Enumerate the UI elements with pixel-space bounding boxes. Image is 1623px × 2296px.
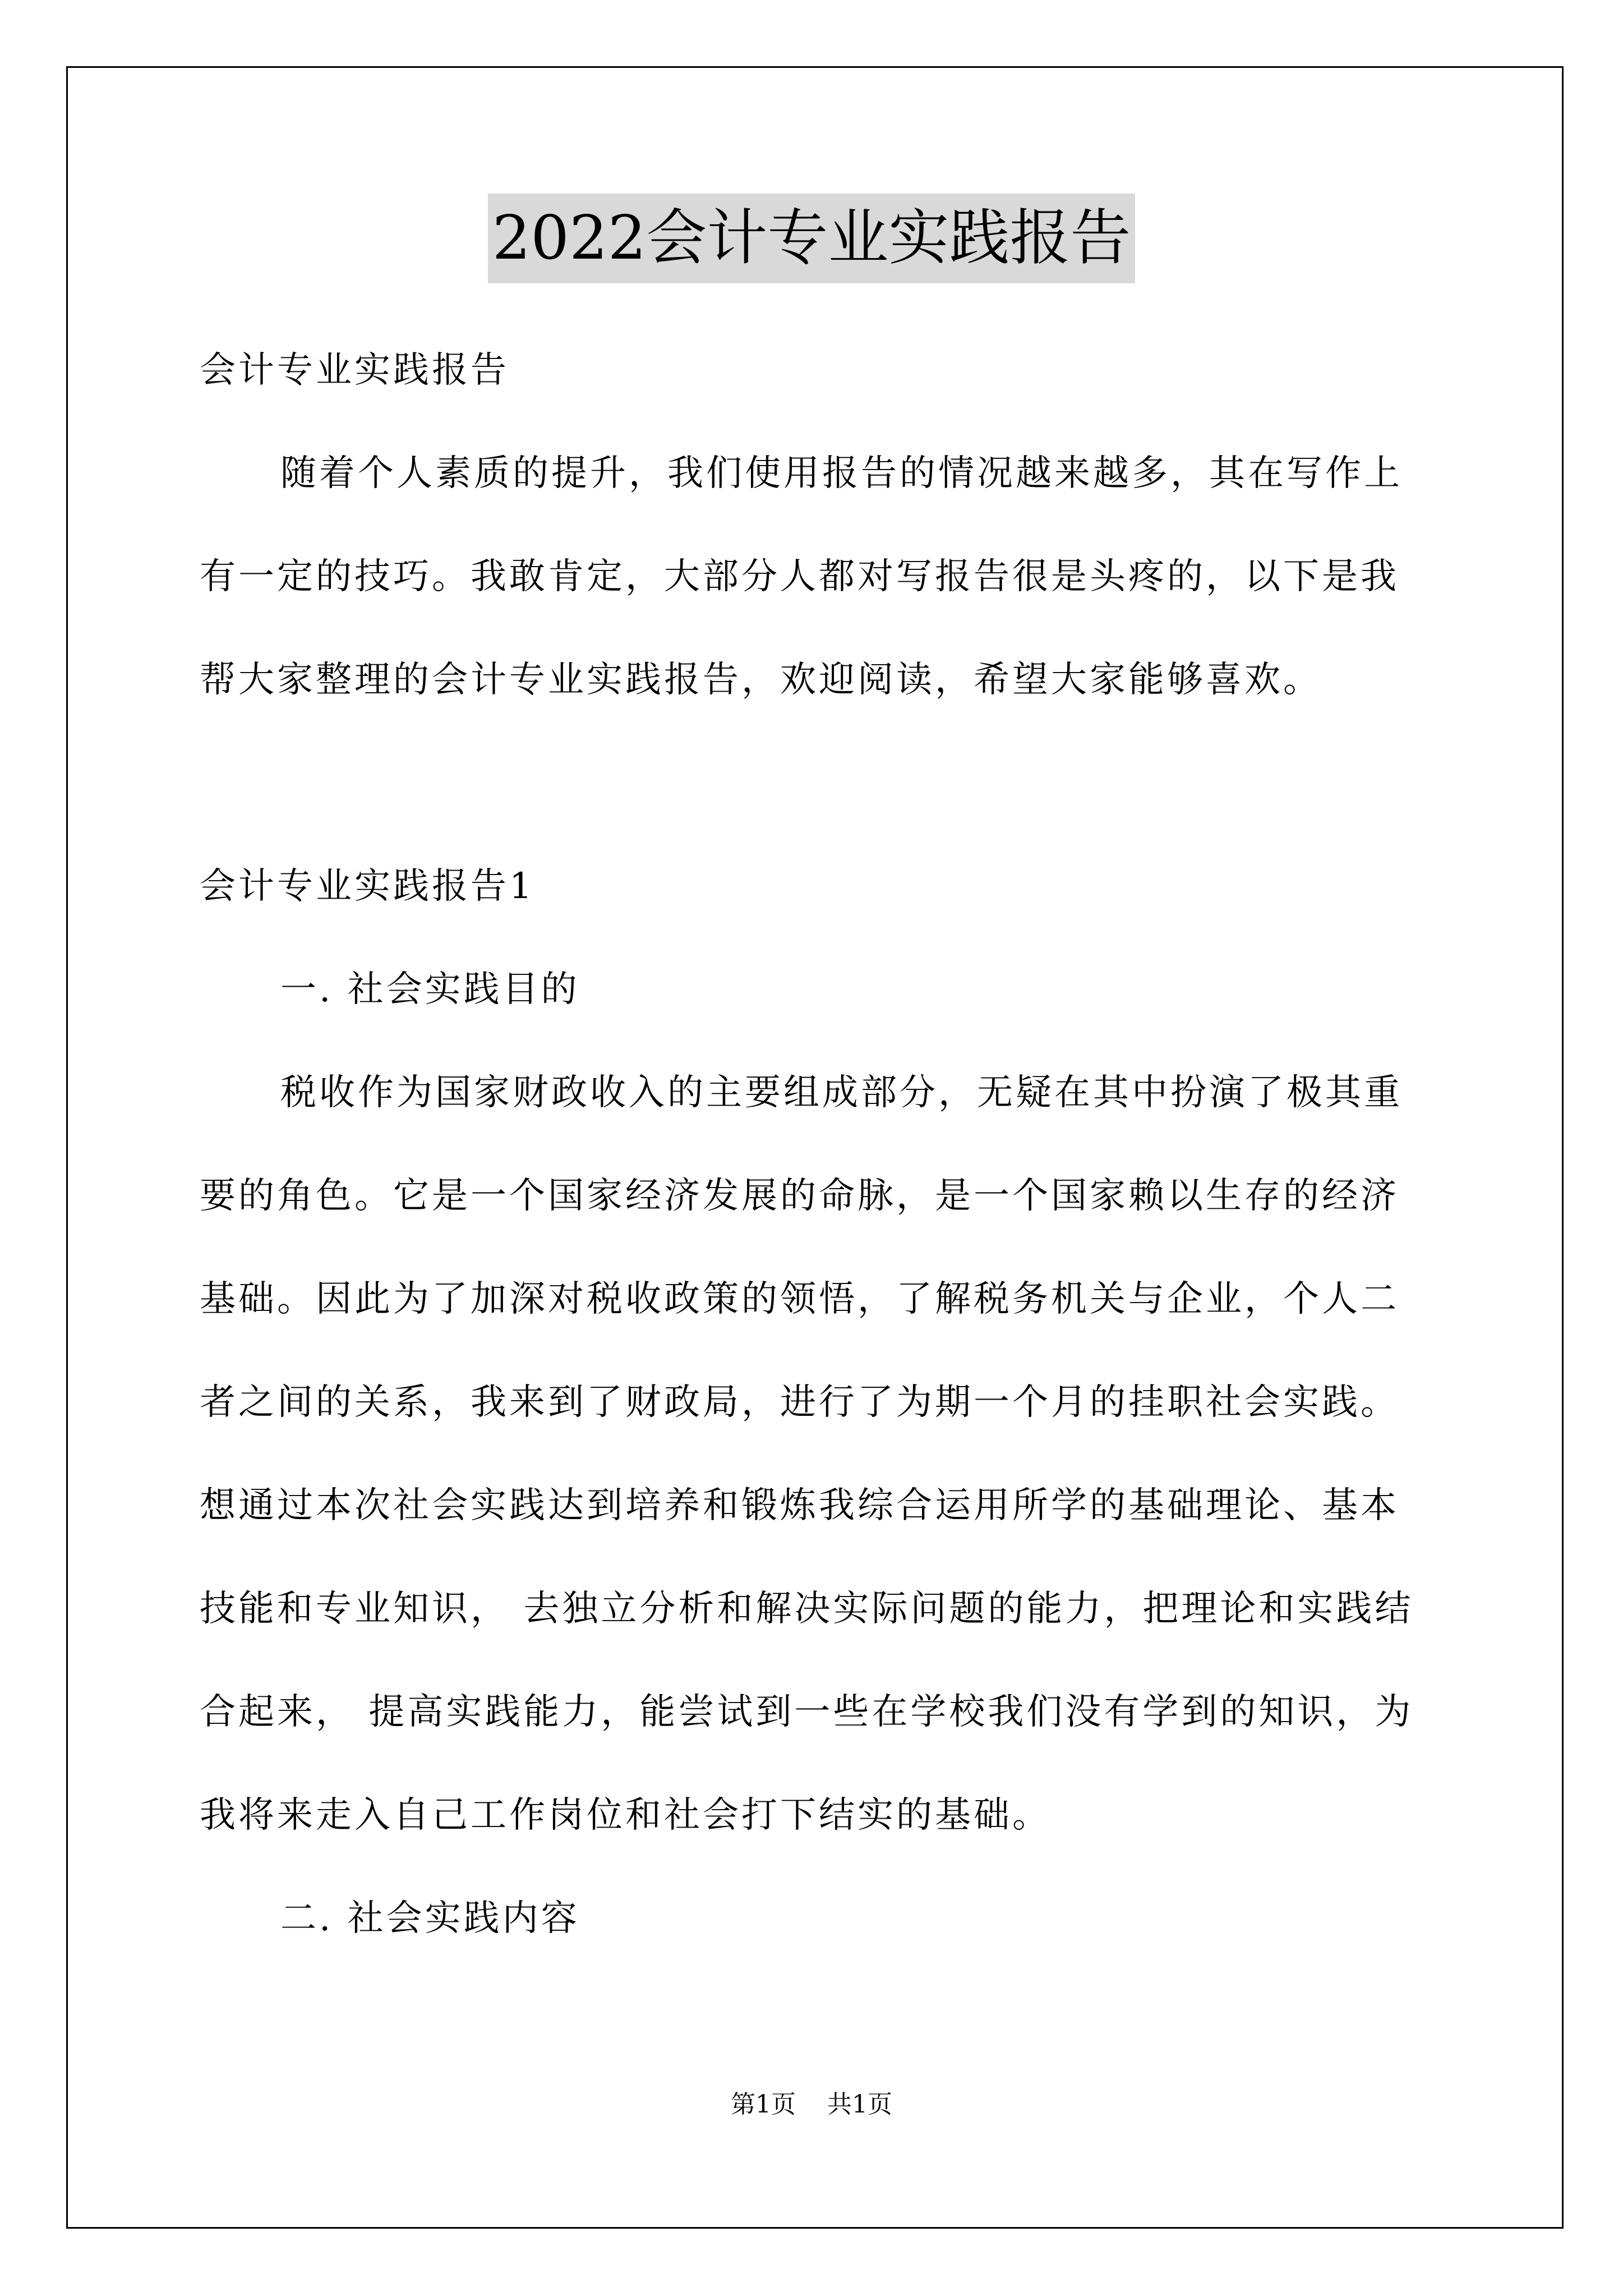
part1-paragraph: 税收作为国家财政收入的主要组成部分，无疑在其中扮演了极其重要的角色。它是一个国家经济发展的命脉，是一个国家赖以生存的经济基础。因此为了加深对税收政策的领悟，了解税务机关与企业，个人二者之间的关系，我来到了财政局，进行了为期一个月的挂职社会实践。想通过本次社会实践达到培养和锻炼我综合运用所学的基础理论、基本技能和专业知识， 去独立分析和解决实际问题的能力，把理论和实践结合起来， 提高实践能力，能尝试到一些在学校我们没有学到的知识，为我将来走入自己工作岗位和社会打下结实的基础。	[200, 1072, 1414, 1836]
intro-paragraph: 随着个人素质的提升，我们使用报告的情况越来越多，其在写作上有一定的技巧。我敢肯定，大部分人都对写报告很是头疼的，以下是我帮大家整理的会计专业实践报告，欢迎阅读，希望大家能够喜欢。	[200, 453, 1403, 701]
document-body	[200, 319, 1433, 1970]
document-title	[0, 194, 1623, 283]
page-number-current: 第1页	[731, 2090, 796, 2119]
document-title-text: 2022会计专业实践报告	[488, 194, 1136, 283]
paragraph-spacer	[200, 731, 1433, 835]
part2-heading: 二. 社会实践内容	[280, 1898, 580, 1939]
section-heading: 会计专业实践报告1	[200, 866, 535, 907]
page-number-total: 共1页	[827, 2090, 892, 2119]
part1-heading: 一. 社会实践目的	[280, 969, 580, 1010]
document-subtitle: 会计专业实践报告	[200, 349, 509, 391]
page-footer	[0, 2088, 1623, 2122]
